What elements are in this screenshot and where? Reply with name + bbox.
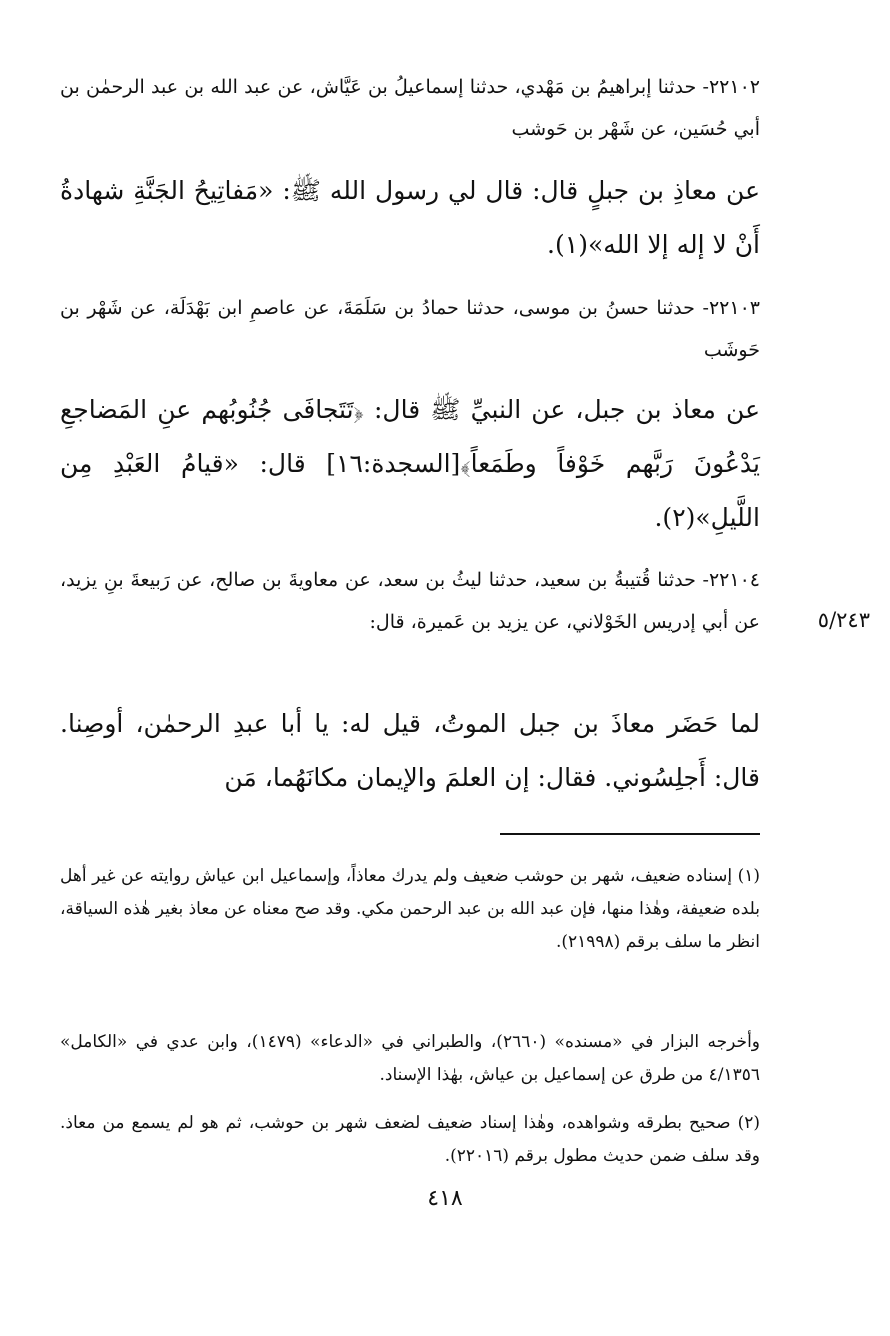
footnote-1-continued: وأخرجه البزار في «مسنده» (٢٦٦٠)، والطبراني في «الدعاء» (١٤٧٩)، وابن عدي في «الكامل» ٤/١٣٥٦ من طرق عن إسماعيل بن عياش، بهٰذا الإسناد. — [60, 1032, 760, 1085]
footnote-1: (١) إسناده ضعيف، شهر بن حوشب ضعيف ولم يدرك معاذاً، وإسماعيل ابن عياش روايته عن غير أهل بلده ضعيفة، وهٰذا منها، فإن عبد الله بن عبد الرحمن مكي. وقد صح معناه عن معاذ بغير هٰذه السياقة، انظر ما سلف برقم (٢١٩٩٨). — [60, 866, 760, 952]
footnote-2: (٢) صحيح بطرقه وشواهده، وهٰذا إسناد ضعيف لضعف شهر بن حوشب، ثم هو لم يسمع من معاذ. وقد سلف ضمن حديث مطول برقم (٢٢٠١٦). — [60, 1113, 760, 1166]
hadith-22103-matn: عن معاذ بن جبل، عن النبيِّ ﷺ قال: ﴿تَتَجافَى جُنُوبُهم عنِ المَضاجعِ يَدْعُونَ رَبَّهم خَوْفاً وطَمَعاً﴾[السجدة:١٦] قال: «قيامُ العَبْدِ مِن اللَّيلِ»(٢). — [60, 395, 760, 532]
page-number: ٤١٨ — [427, 1186, 463, 1211]
hadith-22104-isnad: ٢٢١٠٤- حدثنا قُتيبةُ بن سعيد، حدثنا ليثُ بن سعد، عن معاويةَ بن صالح، عن رَبيعةَ بنِ يزيد، عن أبي إدريس الخَوْلاني، عن يزيد بن عَميرة، قال: — [60, 569, 760, 633]
hadith-22104-matn: لما حَضَر معاذَ بن جبل الموتُ، قيل له: يا أبا عبدِ الرحمٰن، أوصِنا. قال: أَجلِسُوني. فقال: إن العلمَ والإيمان مكانَهُما، مَن — [60, 709, 760, 792]
hadith-22102-matn: عن معاذِ بن جبلٍ قال: قال لي رسول الله ﷺ: «مَفاتِيحُ الجَنَّةِ شهادةُ أَنْ لا إله إلا الله»(١). — [60, 176, 760, 259]
hadith-22102-isnad: ٢٢١٠٢- حدثنا إبراهيمُ بن مَهْدي، حدثنا إسماعيلُ بن عَيَّاش، عن عبد الله بن عبد الرحمٰن بن أبي حُسَين، عن شَهْر بن حَوشب — [60, 76, 760, 140]
edition-page-reference: ٥/٢٤٣ — [817, 608, 870, 632]
hadith-22103-isnad: ٢٢١٠٣- حدثنا حسنُ بن موسى، حدثنا حمادُ بن سَلَمَةَ، عن عاصمِ ابن بَهْدَلَة، عن شَهْر بن حَوشَب — [60, 297, 760, 361]
footnote-separator — [500, 833, 760, 835]
